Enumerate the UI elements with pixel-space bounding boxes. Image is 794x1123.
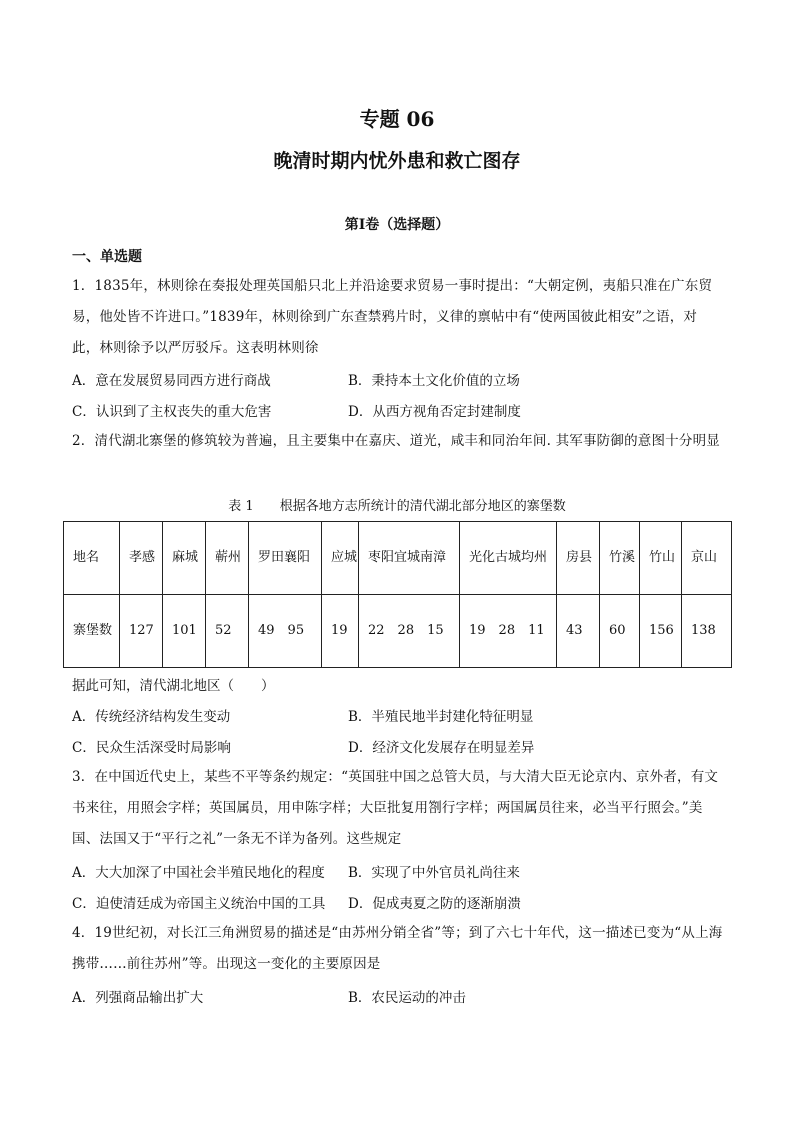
q1-option-d: D．从西方视角否定封建制度	[348, 404, 521, 420]
table-cell-place: 罗田襄阳	[249, 522, 322, 595]
q2-option-d: D．经济文化发展存在明显差异	[348, 740, 535, 756]
q4-option-b: B．农民运动的冲击	[348, 990, 466, 1006]
table-cell-count: 127	[120, 595, 163, 668]
table-cell-count: 19	[322, 595, 359, 668]
question-4-stem: 4．19世纪初，对长江三角洲贸易的描述是“由苏州分销全省”等；到了六七十年代，这一描述已变为“从上海携带……前往苏州”等。出现这一变化的主要原因是	[72, 925, 723, 972]
table-cell-place: 孝感	[120, 522, 163, 595]
topic-title: 专题 06	[359, 107, 435, 131]
table-cell-place: 竹山	[640, 522, 682, 595]
q3-option-d: D．促成夷夏之防的逐渐崩溃	[348, 896, 521, 912]
table-cell-count: 22 28 15	[359, 595, 460, 668]
table-header-cell: 地名	[64, 522, 120, 595]
table-cell-place: 枣阳宜城南漳	[359, 522, 460, 595]
q3-option-b: B．实现了中外官员礼尚往来	[348, 865, 520, 881]
table-cell-count: 19 28 11	[460, 595, 557, 668]
table-row-places	[64, 522, 732, 595]
fort-count-table	[63, 521, 732, 668]
table-cell-place: 蕲州	[206, 522, 249, 595]
table-cell-count: 101	[163, 595, 206, 668]
table-cell-place: 房县	[557, 522, 600, 595]
topic-subtitle: 晚清时期内忧外患和救亡图存	[273, 150, 521, 172]
q1-option-b: B．秉持本土文化价值的立场	[348, 373, 520, 389]
question-1-stem: 1．1835年，林则徐在奏报处理英国船只北上并沿途要求贸易一事时提出：“大朝定例，夷船只准在广东贸易，他处皆不许进口。”1839年，林则徐到广东查禁鸦片时，义律的禀帖中有“使两国彼此相安”之语，对此，林则徐予以严厉驳斥。这表明林则徐	[72, 278, 713, 356]
table-cell-count: 60	[600, 595, 640, 668]
table-cell-place: 应城	[322, 522, 359, 595]
table-cell-place: 光化古城均州	[460, 522, 557, 595]
table-cell-place: 京山	[682, 522, 732, 595]
question-3-stem: 3．在中国近代史上，某些不平等条约规定：“英国驻中国之总管大员，与大清大臣无论京内、京外者，有文书来往，用照会字样；英国属员，用申陈字样；大臣批复用劄行字样；两国属员往来，必当平行照会。”美国、法国又于“平行之礼”一条无不详为备列。这些规定	[72, 769, 719, 847]
question-2-followup: 据此可知，清代湖北地区（ ）	[72, 678, 275, 694]
q3-option-c: C．迫使清廷成为帝国主义统治中国的工具	[72, 896, 326, 912]
table-cell-count: 138	[682, 595, 732, 668]
q1-option-c: C．认识到了主权丧失的重大危害	[72, 404, 272, 420]
table-cell-count: 156	[640, 595, 682, 668]
q1-option-a: A．意在发展贸易同西方进行商战	[72, 373, 271, 389]
table-row-counts	[64, 595, 732, 668]
table-cell-count: 49 95	[249, 595, 322, 668]
table-cell-place: 竹溪	[600, 522, 640, 595]
table-cell-count: 43	[557, 595, 600, 668]
table-cell-count: 52	[206, 595, 249, 668]
q3-option-a: A．大大加深了中国社会半殖民地化的程度	[72, 865, 325, 881]
section-heading: 一、单选题	[72, 249, 142, 265]
volume-heading: 第Ⅰ卷（选择题）	[344, 217, 450, 233]
table-cell-place: 麻城	[163, 522, 206, 595]
q2-option-c: C．民众生活深受时局影响	[72, 740, 231, 756]
table-caption: 表 1 根据各地方志所统计的清代湖北部分地区的寨堡数	[228, 499, 566, 514]
q2-option-b: B．半殖民地半封建化特征明显	[348, 709, 534, 725]
q2-option-a: A．传统经济结构发生变动	[72, 709, 231, 725]
table-header-cell: 寨堡数	[64, 595, 120, 668]
question-2-stem: 2．清代湖北寨堡的修筑较为普遍，且主要集中在嘉庆、道光，咸丰和同治年间. 其军事防御的意图十分明显	[72, 433, 720, 449]
q4-option-a: A．列强商品输出扩大	[72, 990, 204, 1006]
